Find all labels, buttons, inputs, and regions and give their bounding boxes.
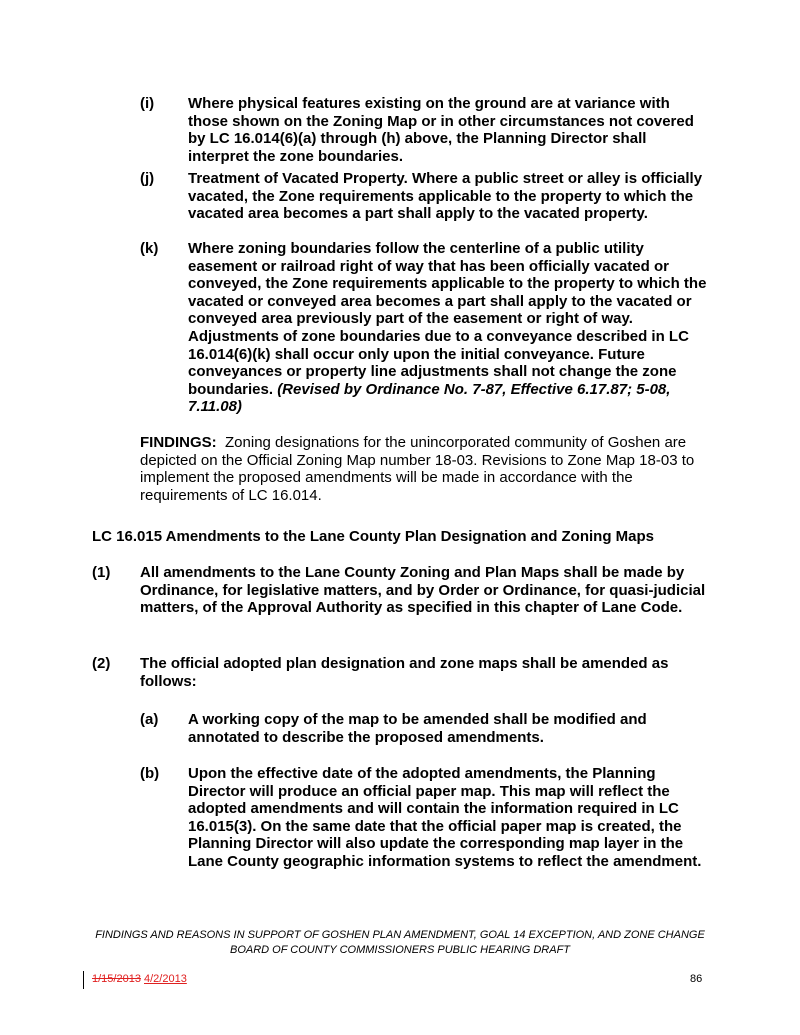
para-2-label: (2) — [92, 655, 111, 672]
page-footer — [60, 928, 740, 958]
date-deleted: 1/15/2013 — [92, 973, 141, 985]
item-k-revision: (Revised by Ordinance No. 7-87, Effective 6.17.87; 5-08, 7.11.08) — [188, 380, 671, 416]
item-a-label: (a) — [140, 711, 159, 728]
revision-bar — [83, 971, 84, 989]
footer-line-2: BOARD OF COUNTY COMMISSIONERS PUBLIC HEARING DRAFT — [229, 944, 571, 956]
item-b-label: (b) — [140, 765, 160, 782]
para-1-label: (1) — [92, 564, 111, 581]
para-2-text: The official adopted plan designation and zone maps shall be amended as follows: — [140, 655, 669, 690]
findings-label: FINDINGS: — [140, 434, 217, 451]
item-i-label: (i) — [140, 95, 155, 112]
item-b-text: Upon the effective date of the adopted amendments, the Planning Director will produce an official paper map. This map will reflect the adopted amendments and will contain the information required in LC 16.015(3). On the same date that the official paper map is created, the Planning Director will also update the corresponding map layer in the Lane County geographic information systems to reflect the amendment. — [188, 765, 702, 870]
findings-text: Zoning designations for the unincorporated community of Goshen are depicted on the Official Zoning Map number 18-03. Revisions to Zone Map 18-03 to implement the proposed amendments will be made in accordance with the requirements of LC 16.014. — [140, 434, 695, 504]
findings-paragraph — [140, 434, 700, 504]
item-j-label: (j) — [140, 170, 155, 187]
section-heading: LC 16.015 Amendments to the Lane County Plan Designation and Zoning Maps — [92, 528, 655, 545]
item-j-text: Treatment of Vacated Property. Where a public street or alley is officially vacated, the Zone requirements applicable to the property to which the vacated area becomes a part shall apply to the vacated property. — [188, 170, 703, 223]
item-k-body — [188, 240, 708, 416]
page-number: 86 — [690, 973, 703, 985]
date-inserted: 4/2/2013 — [144, 973, 187, 985]
revision-date — [92, 973, 187, 985]
item-k-text: Where zoning boundaries follow the centerline of a public utility easement or railroad right of way that has been officially vacated or conveyed, the Zone requirements applicable to the property to which the vacated or conveyed area becomes a part shall apply to the vacated or conveyed area previously part of the easement or right of way. Adjustments of zone boundaries due to a conveyance described in LC 16.014(6)(k) shall occur only upon the initial conveyance. Future conveyances or property line adjustments shall not change the zone boundaries. — [188, 240, 707, 398]
para-1-text: All amendments to the Lane County Zoning and Plan Maps shall be made by Ordinance, for legislative matters, and by Order or Ordinance, for quasi-judicial matters, of the Approval Authority as specified in this chapter of Lane Code. — [140, 564, 706, 617]
footer-line-1: FINDINGS AND REASONS IN SUPPORT OF GOSHEN PLAN AMENDMENT, GOAL 14 EXCEPTION, AND ZONE CHANGE — [95, 929, 705, 941]
item-k-label: (k) — [140, 240, 159, 257]
item-a-text: A working copy of the map to be amended shall be modified and annotated to describe the proposed amendments. — [188, 711, 647, 746]
item-i-text: Where physical features existing on the ground are at variance with those shown on the Zoning Map or in other circumstances not covered by LC 16.014(6)(a) through (h) above, the Planning Director shall interpret the zone boundaries. — [188, 95, 694, 165]
